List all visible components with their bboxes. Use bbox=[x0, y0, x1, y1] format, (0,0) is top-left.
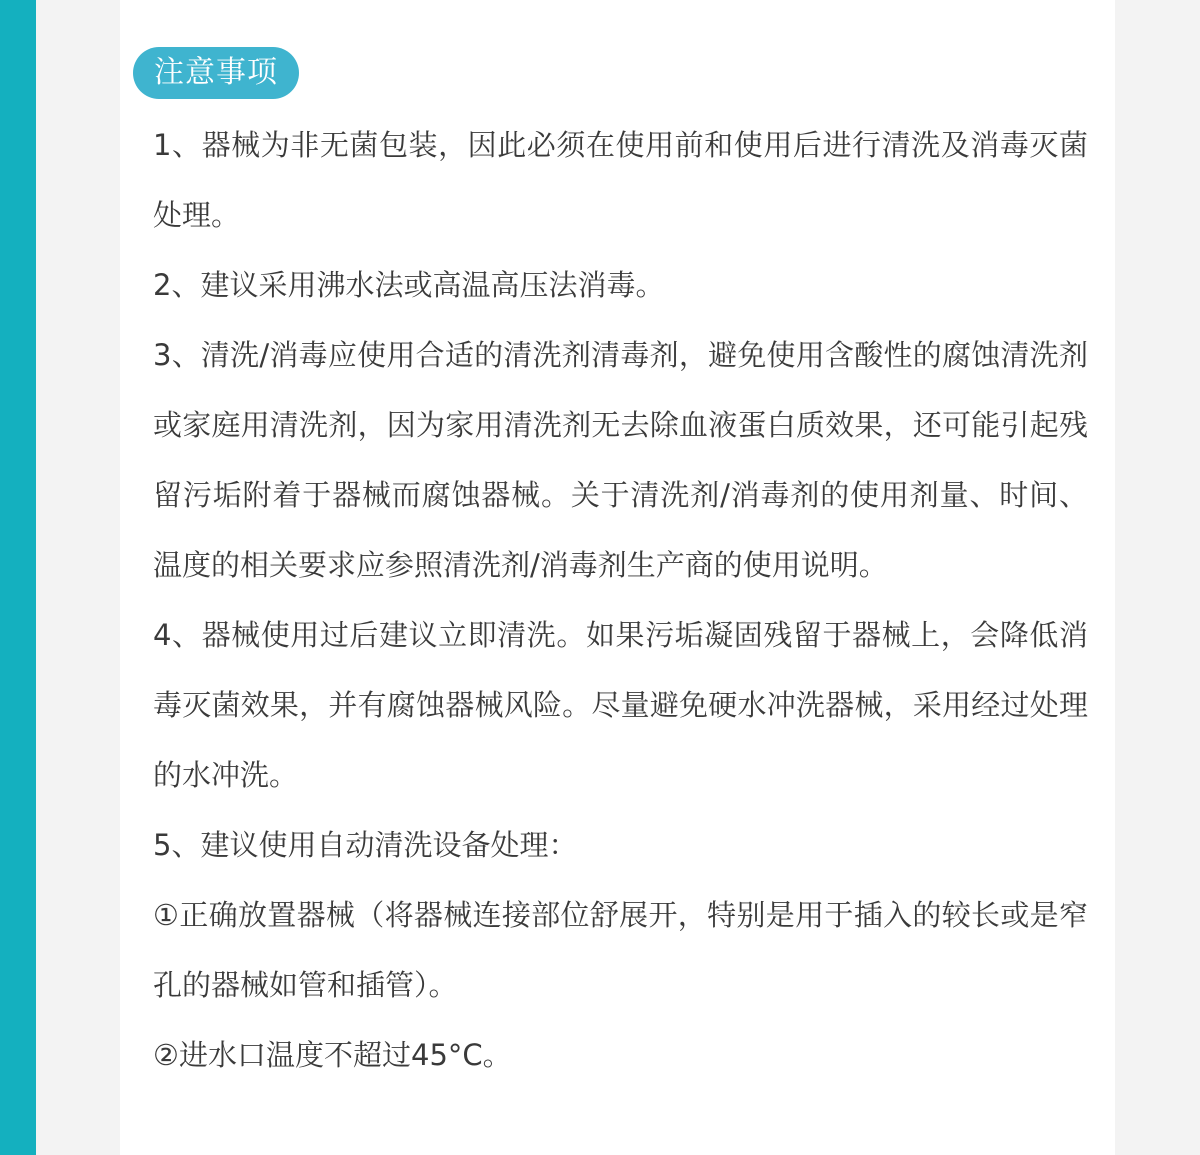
notice-item-2: 2、建议采用沸水法或高温高压法消毒。 bbox=[153, 268, 665, 302]
notice-item-3: 3、清洗/消毒应使用合适的清洗剂清毒剂，避免使用含酸性的腐蚀清洗剂或家庭用清洗剂，因为家用清洗剂无去除血液蛋白质效果，还可能引起残留污垢附着于器械而腐蚀器械。关于清洗剂/消毒剂的使用剂量、时间、温度的相关要求应参照清洗剂/消毒剂生产商的使用说明。 bbox=[153, 338, 1088, 582]
notice-subitem-2: ②进水口温度不超过45°C。 bbox=[153, 1038, 512, 1072]
notice-item-1: 1、器械为非无菌包装，因此必须在使用前和使用后进行清洗及消毒灭菌处理。 bbox=[153, 128, 1088, 232]
left-accent-bar bbox=[0, 0, 36, 1155]
notice-title-badge: 注意事项 bbox=[133, 47, 299, 99]
notice-subitem-1: ①正确放置器械（将器械连接部位舒展开，特别是用于插入的较长或是窄孔的器械如管和插管）。 bbox=[153, 898, 1088, 1002]
notice-item-5: 5、建议使用自动清洗设备处理： bbox=[153, 828, 578, 862]
notice-content bbox=[153, 110, 1088, 1090]
left-margin bbox=[36, 0, 120, 1155]
right-margin bbox=[1115, 0, 1200, 1155]
notice-item-4: 4、器械使用过后建议立即清洗。如果污垢凝固残留于器械上，会降低消毒灭菌效果，并有腐蚀器械风险。尽量避免硬水冲洗器械，采用经过处理的水冲洗。 bbox=[153, 618, 1088, 792]
